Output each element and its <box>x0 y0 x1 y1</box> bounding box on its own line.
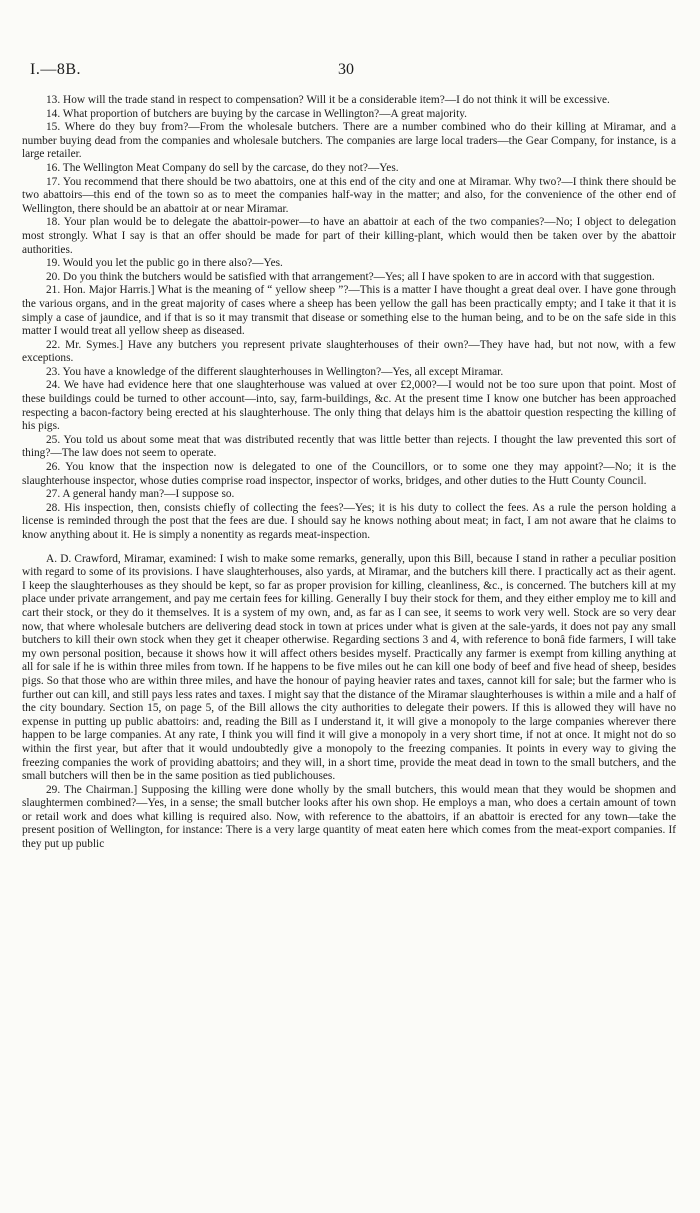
paragraph: 26. You know that the inspection now is delegated to one of the Councillors, or to some one they may appoint?—No; it is the slaughterhouse inspector, whose duties comprise road inspector, inspector of works, bridges, and other duties to the Hutt County Council. <box>22 461 676 487</box>
paragraph: 13. How will the trade stand in respect to compensation? Will it be a considerable item?—I do not think it will be excessive. <box>46 94 610 106</box>
witness-statement: A. D. Crawford, Miramar, examined: I wish to make some remarks, generally, upon this Bill, because I stand in rather a peculiar position with regard to some of its provisions. I have slaughterhouses, also yards, at Miramar, and the butchers kill there. I practically act as their agent. I keep the slaughterhouses as they should be kept, so far as proper provision for killing, cleanliness, &c., is concerned. The butchers kill at my place under private arrangement, and pay me certain fees for killing. Generally I buy their stock for them, and they either employ me to kill and cart their stock, or they do it themselves. It is a system of my own, and, as far as I can see, it seems to work very well. Stock are so very dear now, that where wholesale butchers are delivering dead stock in town at prices under what is given at the sale-yards, it does not pay any small butchers to kill their own stock when they get it cheaper otherwise. Regarding sections 3 and 4, with reference to bonâ fide farmers, I will take my own personal position, because it shows how it will affect others besides myself. Practically any farmer is exempt from killing anything at all for sale if he is within three miles from town. If he happens to be five miles out he can kill one body of beef and five head of sheep, besides pigs. So that those who are within three miles, and have the honour of paying heavier rates and taxes, cannot kill for sale; but the farmer who is further out can kill, and still pays less rates and taxes. I might say that the distance of the Miramar slaughterhouses is within a mile and a half of the city boundary. Section 15, on page 5, of the Bill allows the city authorities to delegate their powers. If this is allowed they will have no expense in putting up public abattoirs: and, reading the Bill as I understand it, it will give a monopoly to the large companies wherever there happen to be large companies. At any rate, I think you will find it will give a monopoly in a very short time, if not at once. It might not do so within the first year, but after that it would undoubtedly give a monopoly to the freezing companies. It points in every way to giving the freezing companies the work of providing abattoirs; and they will, in a short time, provide the meat dead in town to the small butchers, and the small butchers will then be in the same position as tied publichouses. <box>22 552 676 783</box>
paragraph: 22. Mr. Symes.] Have any butchers you represent private slaughterhouses of their own?—They have had, but not now, with a few exceptions. <box>22 338 676 365</box>
paragraph: 29. The Chairman.] Supposing the killing were done wholly by the small butchers, this would mean that they would be shopmen and slaughtermen combined?—Yes, in a sense; the small butcher looks after his own shop. He employs a man, who does a certain amount of town or retail work and does what killing is required also. Now, with reference to the abattoirs, if an abattoir is erected for any town—take the present position of Wellington, for instance: There is a very large quantity of meat eaten here which comes from the meat-export companies. If they put up public <box>22 783 676 851</box>
document-body <box>22 94 676 852</box>
paragraph: 21. Hon. Major Harris.] What is the meaning of “ yellow sheep ”?—This is a matter I have thought a great deal over. I have gone through the various organs, and in the great majority of cases where a sheep has been yellow the gall has been practically empty; and I take it that it is simply a case of jaundice, and if that is so it may transmit that disease or something else to the human being, and to be on the safe side in this matter I would treat all yellow sheep as diseased. <box>22 284 676 338</box>
paragraph: 20. Do you think the butchers would be satisfied with that arrangement?—Yes; all I have spoken to are in accord with that suggestion. <box>46 270 655 283</box>
page-header <box>30 61 670 81</box>
paragraph: 14. What proportion of butchers are buying by the carcase in Wellington?—A great majority. <box>46 107 467 120</box>
paragraph: 16. The Wellington Meat Company do sell by the carcase, do they not?—Yes. <box>46 161 399 174</box>
paragraph: 23. You have a knowledge of the different slaughterhouses in Wellington?—Yes, all except Miramar. <box>46 365 504 378</box>
paragraph: 19. Would you let the public go in there also?—Yes. <box>46 257 283 270</box>
paragraph: 17. You recommend that there should be two abattoirs, one at this end of the city and one at Miramar. Why two?—I think there should be two abattoirs—this end of the town so as to meet the companies half-way in the matter; and also, for the convenience of the other end of Wellington, there should be an abattoir at or near Miramar. <box>22 175 676 215</box>
paragraph: 27. A general handy man?—I suppose so. <box>46 488 235 501</box>
paragraph: 25. You told us about some meat that was distributed recently that was little better than rejects. I thought the law prevented this sort of thing?—The law does not seem to operate. <box>22 433 676 460</box>
document-code: I.—8B. <box>30 61 81 78</box>
paragraph: 28. His inspection, then, consists chiefly of collecting the fees?—Yes; it is his duty to collect the fees. As a rule the person holding a license is reminded through the post that the fees are due. I should say he knows nothing about meat; in fact, I am not aware that he claims to know anything about it. He is simply a nonentity as regards meat-inspection. <box>22 501 676 541</box>
page-number: 30 <box>338 61 354 78</box>
paragraph: 18. Your plan would be to delegate the abattoir-power—to have an abattoir at each of the two companies?—No; I object to delegation most strongly. What I say is that an offer should be made for part of their killing-plant, which would then be taken over by the abattoir authorities. <box>22 216 676 256</box>
paragraph: 15. Where do they buy from?—From the wholesale butchers. There are a number combined who do their killing at Miramar, and a number buying dead from the companies and wholesale butchers. The companies are large local traders—the Gear Company, for instance, is a large retailer. <box>22 121 676 161</box>
paragraph: 24. We have had evidence here that one slaughterhouse was valued at over £2,000?—I would not be too sure upon that point. Most of these buildings could be turned to other account—into, say, farm-buildings, &c. At the present time I know one butcher has been approached respecting a bacon-factory being erected at his slaughterhouse. The only thing that delays him is the abattoir question respecting the killing of his pigs. <box>22 379 676 433</box>
